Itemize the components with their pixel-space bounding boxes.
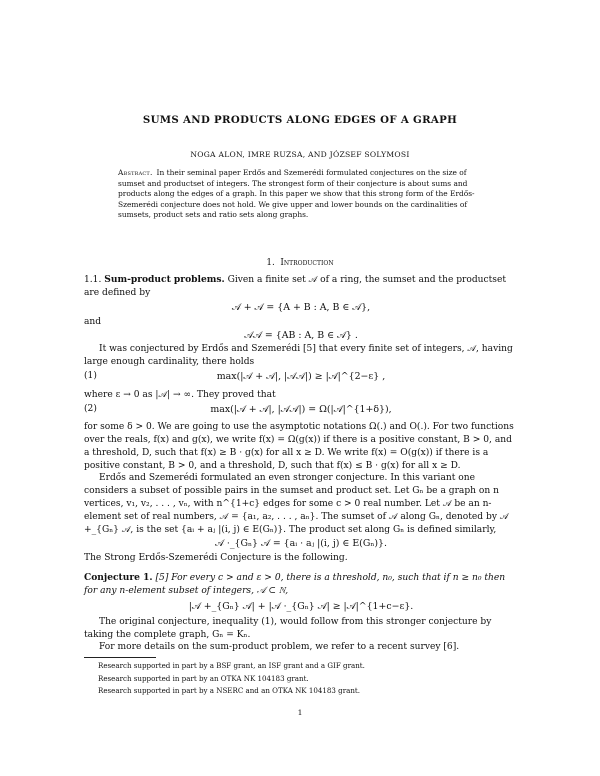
page-number: 1 xyxy=(297,708,303,717)
abstract-label: Abstract. xyxy=(118,168,153,177)
paragraph-6: The Strong Erdős-Szemerédi Conjecture is the following. xyxy=(84,553,348,563)
abstract-text: In their seminal paper Erdős and Szemerédi formulated conjectures on the size of sumset and productset of integers. The strongest form of their conjecture is about sums and products along the edges of a graph. In this paper we show that this strong form of the Erdős-Szemerédi conjecture does not hold. We give upper and lower bounds on the cardinalities of sumsets, product sets and ratio sets along graphs. xyxy=(118,168,475,220)
conjecture-label: Conjecture 1. xyxy=(84,572,153,583)
equation-product-along-graph: 𝒜 ·_{Gₙ} 𝒜 = {aᵢ · aⱼ |(i, j) ∈ E(Gₙ)}. xyxy=(215,538,387,549)
paragraph-8: For more details on the sum-product problem, we refer to a recent survey [6]. xyxy=(99,642,460,652)
footnote-rule xyxy=(84,657,156,658)
subsection-number: 1.1. xyxy=(84,275,102,285)
equation-2: max(|𝒜 + 𝒜|, |𝒜𝒜|) = Ω(|𝒜|^{1+δ}), xyxy=(210,404,392,415)
paragraph-2: It was conjectured by Erdős and Szemerédi [5] that every finite set of integers, 𝒜, having large enough cardinality, there holds xyxy=(84,344,513,367)
paragraph-4: for some δ > 0. We are going to use the asymptotic notations Ω(.) and O(.). For two functions over the reals, f(x) and g(x), we write f(x) = Ω(g(x)) if there is a positive constant, B > 0, and a threshold, D, such that f(x) ≥ B · g(x) for all x ≥ D. We write f(x) = O(g(x)) if there is a positive constant, B > 0, and a threshold, D, such that f(x) ≤ B · g(x) for all x ≥ D. xyxy=(84,422,514,471)
equation-1: max(|𝒜 + 𝒜|, |𝒜𝒜|) ≥ |𝒜|^{2−ε} , xyxy=(216,371,386,382)
equation-sumset: 𝒜 + 𝒜 = {A + B : A, B ∈ 𝒜}, xyxy=(231,302,371,313)
paragraph-5: Erdős and Szemerédi formulated an even stronger conjecture. In this variant one considers a subset of possible pairs in the sumset and product set. Let Gₙ be a graph on n vertices, v₁, v₂, . . . , vₙ, with n^{1+c} edges for some c > 0 real number. Let 𝒜 be an n-element set of real numbers, 𝒜 = {a₁, a₂, . . . , aₙ}. The sumset of 𝒜 along Gₙ, denoted by 𝒜 +_{Gₙ} 𝒜, is the set {aᵢ + aⱼ |(i, j) ∈ E(Gₙ)}. The product set along Gₙ is defined similarly, xyxy=(84,473,509,535)
subsection-title: Sum-product problems. xyxy=(104,274,225,285)
paragraph-3: where ε → 0 as |𝒜| → ∞. They proved that xyxy=(84,390,276,400)
paragraph-1: Given a finite set 𝒜 of a ring, the sumset and the productset are defined by xyxy=(84,275,506,298)
equation-productset: 𝒜𝒜 = {AB : A, B ∈ 𝒜} . xyxy=(244,330,358,341)
equation-1-label: (1) xyxy=(84,371,97,381)
and-word: and xyxy=(84,317,102,327)
paragraph-2-block xyxy=(84,343,518,369)
paper-title: SUMS AND PRODUCTS ALONG EDGES OF A GRAPH xyxy=(142,114,458,126)
paragraph-7: The original conjecture, inequality (1), would follow from this stronger conjecture by taking the complete graph, Gₙ = Kₙ. xyxy=(84,617,492,640)
paragraph-7-block xyxy=(84,616,518,642)
section-number: 1. xyxy=(266,258,275,268)
footnote-1: Research supported in part by a BSF grant, an ISF grant and a GIF grant. xyxy=(98,661,365,670)
paper-authors: NOGA ALON, IMRE RUZSA, AND JÓZSEF SOLYMOSI xyxy=(190,150,410,159)
equation-conjecture: |𝒜 +_{Gₙ} 𝒜| + |𝒜 ·_{Gₙ} 𝒜| ≥ |𝒜|^{1+c−ε}. xyxy=(188,601,414,612)
paragraph-8-block xyxy=(84,641,518,654)
conjecture-text: [5] For every c > and ε > 0, there is a threshold, n₀, such that if n ≥ n₀ then for any n-element subset of integers, 𝒜 ⊂ ℕ, xyxy=(84,573,506,596)
footnotes xyxy=(84,660,518,698)
equation-2-label: (2) xyxy=(84,404,97,414)
abstract xyxy=(118,168,484,221)
paragraph-5-block xyxy=(84,472,518,537)
section-heading xyxy=(0,258,600,268)
footnote-3: Research supported in part by a NSERC and an OTKA NK 104183 grant. xyxy=(98,686,361,696)
section-title: Introduction xyxy=(280,258,334,268)
footnote-2: Research supported in part by an OTKA NK 104183 grant. xyxy=(98,673,309,683)
conjecture-1 xyxy=(84,572,518,598)
paragraph-sum-product xyxy=(84,274,518,300)
